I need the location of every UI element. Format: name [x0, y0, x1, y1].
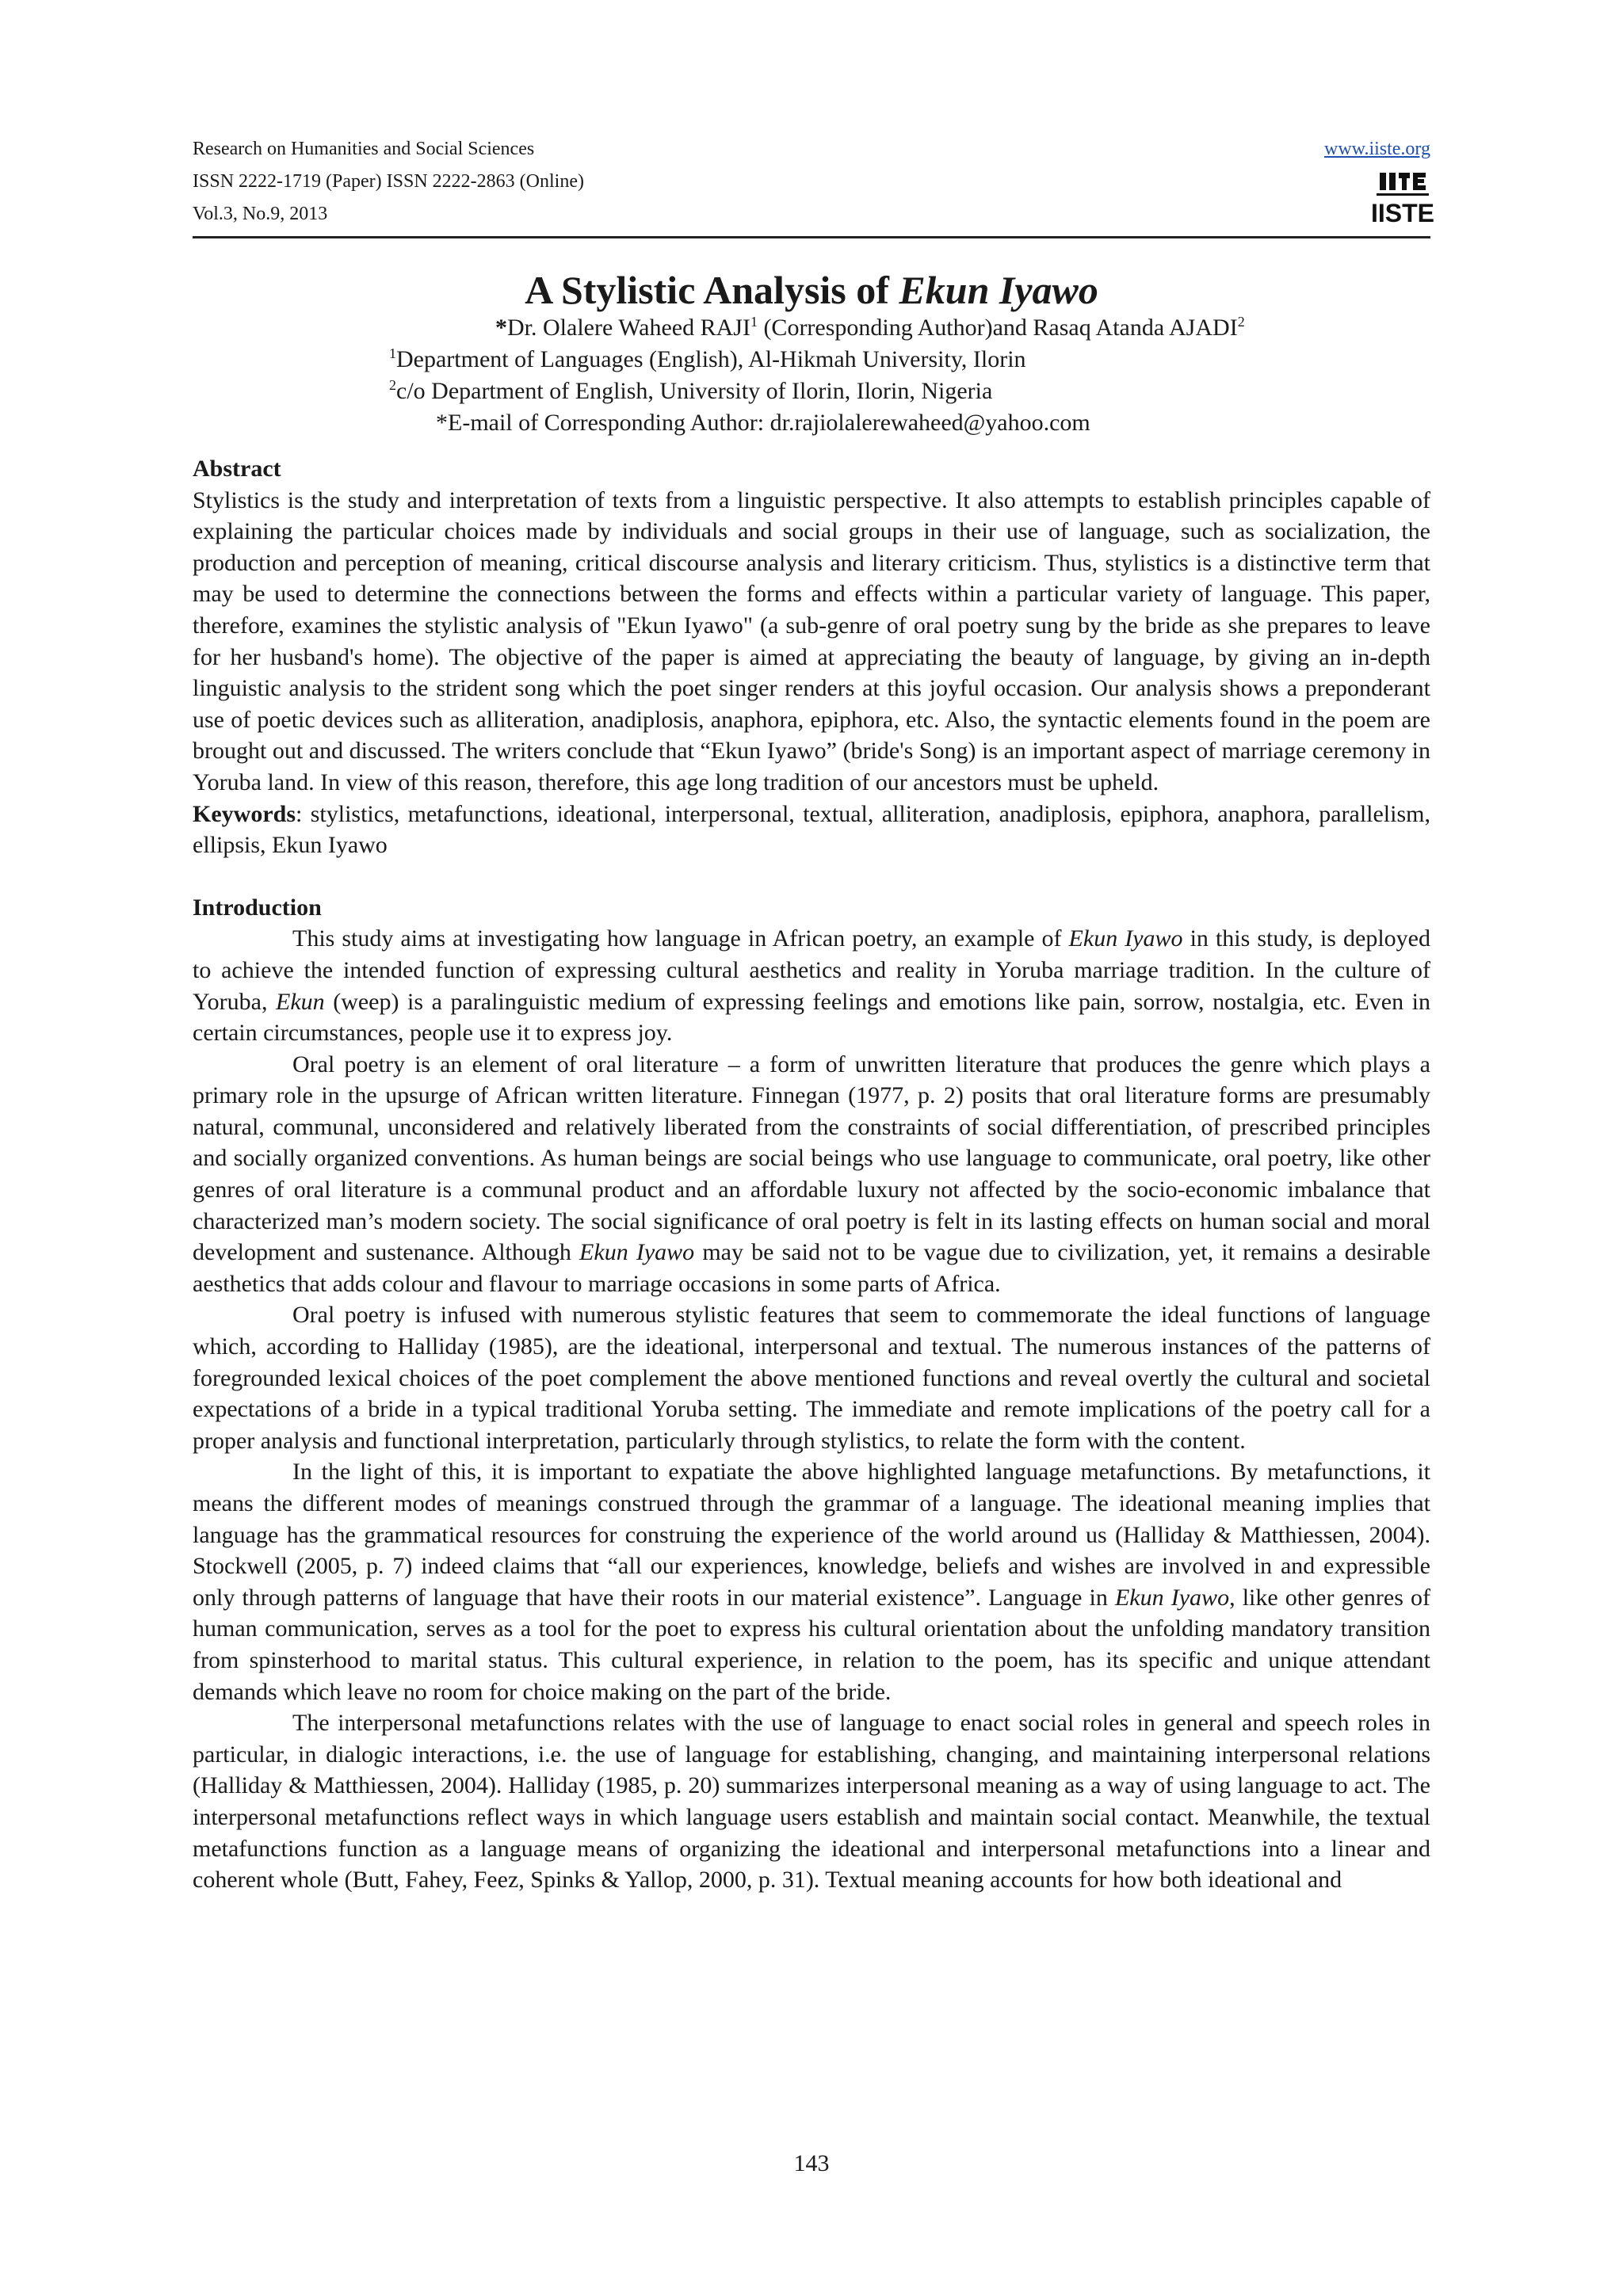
affiliation-1: $^1$Department of Languages (English), Al-Hikmah University, Ilorin [389, 345, 1026, 372]
abstract-heading: Abstract [193, 456, 281, 482]
header-rule [193, 236, 1430, 238]
intro-paragraph-3: Oral poetry is infused with numerous stylistic features that seem to commemorate the ideal functions of language which, according to Halliday (1985), are the ideational, interpersonal and textual. The numerous instances of the patterns of foregrounded lexical choices of the poet complement the above mentioned functions and reveal overtly the cultural and societal expectations of a bride in a typical traditional Yoruba setting. The immediate and remote implications of the poetry call for a proper analysis and functional interpretation, particularly through stylistics, to relate the form with the content. [193, 1302, 1430, 1454]
iiste-logo [1370, 170, 1435, 227]
logo-wordmark: IISTE [1370, 199, 1435, 227]
intro-paragraph-2: Oral poetry is an element of oral literature – a form of unwritten literature that produces the genre which plays a primary role in the upsurge of African written literature. Finnegan (1977, p. 2) posits that oral literature forms are presumably natural, communal, unconsidered and relatively liberated from the constraints of social differentiation, of prescribed principles and socially organized conventions. As human beings are social beings who use language to communicate, oral poetry, like other genres of oral literature is a communal product and an affordable luxury not affected by the socio-economic imbalance that characterized man’s modern society. The social significance of oral poetry is felt in its lasting effects on human social and moral development and sustenance. Although Ekun Iyawo may be said not to be vague due to civilization, yet, it remains a desirable aesthetics that adds colour and flavour to marriage occasions in some parts of Africa. [193, 1051, 1430, 1297]
website-link[interactable]: www.iiste.org [1324, 139, 1430, 159]
introduction-heading: Introduction [193, 894, 322, 921]
volume-line: Vol.3, No.9, 2013 [193, 204, 328, 224]
journal-header [193, 133, 1435, 241]
paper-title: A Stylistic Analysis of Ekun Iyawo [525, 268, 1098, 312]
journal-name: Research on Humanities and Social Sciences [193, 139, 535, 159]
abstract-text: Stylistics is the study and interpretation of texts from a linguistic perspective. It also attempts to establish principles capable of explaining the particular choices made by individuals and social groups in their use of language, such as socialization, the production and perception of meaning, critical discourse analysis and literary criticism. Thus, stylistics is a distinctive term that may be used to determine the connections between the forms and effects within a particular variety of language. This paper, therefore, examines the stylistic analysis of "Ekun Iyawo" (a sub-genre of oral poetry sung by the bride as she prepares to leave for her husband's home). The objective of the paper is aimed at appreciating the beauty of language, by giving an in-depth linguistic analysis to the strident song which the poet singer renders at this joyful occasion. Our analysis shows a preponderant use of poetic devices such as alliteration, anadiplosis, anaphora, epiphora, etc. Also, the syntactic elements found in the poem are brought out and discussed. The writers conclude that “Ekun Iyawo” (bride's Song) is an important aspect of marriage ceremony in Yoruba land. In view of this reason, therefore, this age long tradition of our ancestors must be upheld. [193, 486, 1430, 795]
author-line: *Dr. Olalere Waheed RAJI$^1$ (Corresponding Author)and Rasaq Atanda AJADI$^2$ [495, 314, 1245, 341]
intro-paragraph-4: In the light of this, it is important to expatiate the above highlighted language metafunctions. By metafunctions, it means the different modes of meanings construed through the grammar of a language. The ideational meaning implies that language has the grammatical resources for construing the experience of the world around us (Halliday & Matthiessen, 2004). Stockwell (2005, p. 7) indeed claims that “all our experiences, knowledge, beliefs and wishes are involved in and expressible only through patterns of language that have their roots in our material existence”. Language in Ekun Iyawo, like other genres of human communication, serves as a tool for the poet to express his cultural orientation about the unfolding mandatory transition from spinsterhood to marital status. This cultural experience, in relation to the poem, has its specific and unique attendant demands which leave no room for choice making on the part of the bride. [193, 1459, 1430, 1705]
intro-paragraph-5: The interpersonal metafunctions relates with the use of language to enact social roles in general and speech roles in particular, in dialogic interactions, i.e. the use of language for establishing, changing, and maintaining interpersonal relations (Halliday & Matthiessen, 2004). Halliday (1985, p. 20) summarizes interpersonal meaning as a way of using language to act. The interpersonal metafunctions reflect ways in which language users establish and maintain social contact. Meanwhile, the textual metafunctions function as a language means of organizing the ideational and interpersonal metafunctions into a linear and coherent whole (Butt, Fahey, Feez, Spinks & Yallop, 2000, p. 31). Textual meaning accounts for how both ideational and [193, 1710, 1430, 1894]
affiliation-2: $^2$c/o Department of English, University of Ilorin, Ilorin, Nigeria [389, 377, 993, 404]
intro-paragraph-1: This study aims at investigating how language in African poetry, an example of Ekun Iyawo in this study, is deployed to achieve the intended function of expressing cultural aesthetics and reality in Yoruba marriage tradition. In the culture of Yoruba, Ekun (weep) is a paralinguistic medium of expressing feelings and emotions like pain, sorrow, nostalgia, etc. Even in certain circumstances, people use it to express joy. [193, 925, 1430, 1047]
paper-body [193, 453, 1430, 1896]
issn-line: ISSN 2222-1719 (Paper) ISSN 2222-2863 (Online) [193, 171, 584, 192]
corresponding-email: *E-mail of Corresponding Author: dr.rajiolalerewaheed@yahoo.com [436, 410, 1090, 436]
title-block [193, 265, 1430, 315]
keywords-line: Keywords: stylistics, metafunctions, ideational, interpersonal, textual, alliteration, anadiplosis, epiphora, anaphora, parallelism, ellipsis, Ekun Iyawo [193, 800, 1430, 859]
page-number: 143 [793, 2150, 830, 2176]
